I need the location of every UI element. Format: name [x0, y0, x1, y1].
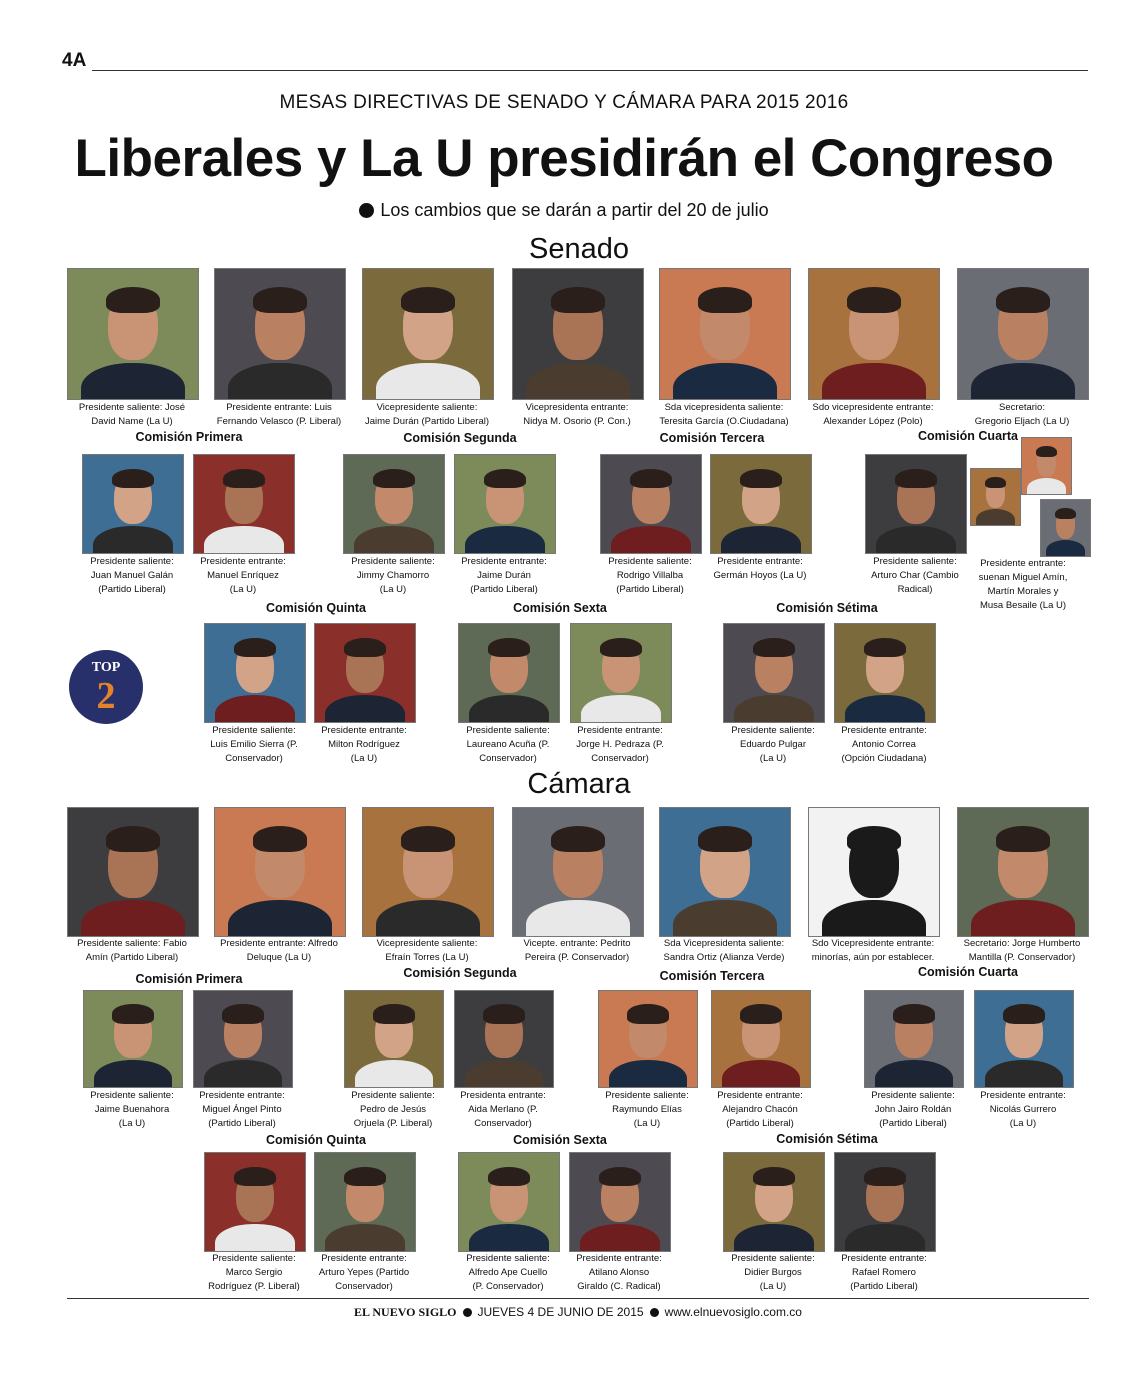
- caption-line: Presidente entrante:: [841, 725, 927, 736]
- caption-line: Presidente saliente:: [212, 1253, 296, 1264]
- portrait-photo: [865, 454, 967, 554]
- caption-line: (La U): [633, 1118, 661, 1129]
- portrait-photo: [723, 623, 825, 723]
- headline: Liberales y La U presidirán el Congreso: [74, 129, 1054, 188]
- caption-line: Presidente saliente:: [731, 725, 815, 736]
- portrait-photo: [569, 1152, 671, 1252]
- portrait-caption: [582, 1089, 712, 1131]
- portrait-photo: [864, 990, 964, 1088]
- portrait-caption: [649, 401, 799, 429]
- caption-line: Conservador): [591, 753, 649, 764]
- portrait-caption: [819, 724, 949, 766]
- caption-line: Nicolás Gurrero: [989, 1104, 1057, 1115]
- caption-line: Rafael Romero: [852, 1267, 916, 1278]
- caption-line: (La U): [759, 753, 787, 764]
- caption-line: (La U): [1009, 1118, 1037, 1129]
- portrait-photo: [362, 268, 494, 400]
- camara-title: Cámara: [527, 768, 631, 800]
- caption-line: Conservador): [479, 753, 537, 764]
- portrait-caption: [178, 555, 308, 597]
- portrait-caption: [57, 401, 207, 429]
- portrait-photo: [454, 454, 556, 554]
- caption-line: Manuel Enríquez: [207, 570, 279, 581]
- portrait-caption: [502, 937, 652, 965]
- caption-line: Presidente saliente:: [466, 725, 550, 736]
- portrait-caption: [947, 937, 1097, 965]
- caption-line: Musa Besaile (La U): [979, 600, 1067, 611]
- portrait-photo: [314, 623, 416, 723]
- portrait-caption: [352, 401, 502, 429]
- caption-line: Amín (Partido Liberal): [85, 952, 179, 963]
- caption-line: Presidente entrante:: [461, 556, 547, 567]
- caption-line: Jimmy Chamorro: [356, 570, 430, 581]
- portrait-caption: [958, 1089, 1088, 1131]
- commission-title: Comisión Segunda: [403, 431, 517, 445]
- caption-line: Presidente saliente:: [466, 1253, 550, 1264]
- caption-line: (P. Conservador): [472, 1281, 544, 1292]
- commission-title: Comisión Quinta: [266, 1133, 366, 1147]
- caption-line: Presidenta entrante:: [460, 1090, 546, 1101]
- portrait-photo: [214, 807, 346, 937]
- portrait-caption: [819, 1252, 949, 1294]
- caption-line: Presidente saliente:: [605, 1090, 689, 1101]
- caption-line: (Partido Liberal): [879, 1118, 947, 1129]
- footer: [0, 1305, 1128, 1320]
- commission-title: Comisión Primera: [135, 430, 243, 444]
- caption-line: Presidente entrante:: [717, 556, 803, 567]
- caption-line: Nidya M. Osorio (P. Con.): [523, 416, 631, 427]
- caption-line: (Partido Liberal): [850, 1281, 918, 1292]
- caption-line: (La U): [229, 584, 257, 595]
- caption-line: Aida Merlano (P.: [468, 1104, 538, 1115]
- commission-title: Comisión Sétima: [776, 1132, 878, 1146]
- caption-line: Presidente saliente:: [731, 1253, 815, 1264]
- caption-line: Presidente entrante:: [200, 556, 286, 567]
- portrait-caption: [947, 401, 1097, 429]
- portrait-photo: [512, 268, 644, 400]
- portrait-photo: [193, 990, 293, 1088]
- portrait-photo: [204, 1152, 306, 1252]
- caption-line: Presidente saliente: Fabio: [77, 938, 187, 949]
- portrait-photo: [67, 268, 199, 400]
- portrait-caption: [299, 724, 429, 766]
- caption-line: Orjuela (P. Liberal): [353, 1118, 433, 1129]
- subhead-text: Los cambios que se darán a partir del 20 de julio: [380, 200, 769, 220]
- caption-line: (Partido Liberal): [726, 1118, 794, 1129]
- portrait-photo: [458, 1152, 560, 1252]
- caption-line: Jaime Durán (Partido Liberal): [364, 416, 490, 427]
- caption-line: Eduardo Pulgar: [739, 739, 807, 750]
- senado-title: Senado: [529, 233, 629, 265]
- caption-line: Efraín Torres (La U): [385, 952, 469, 963]
- portrait-photo: [834, 623, 936, 723]
- portrait-caption: [299, 1252, 429, 1294]
- caption-line: Alexander López (Polo): [823, 416, 923, 427]
- caption-line: Conservador): [474, 1118, 532, 1129]
- caption-line: Pedro de Jesús: [359, 1104, 426, 1115]
- caption-line: Juan Manuel Galán: [90, 570, 174, 581]
- caption-line: Presidente entrante:: [199, 1090, 285, 1101]
- portrait-photo: [808, 268, 940, 400]
- caption-line: Alfredo Ape Cuello: [468, 1267, 548, 1278]
- bullet-icon: [359, 203, 374, 218]
- page-number: 4A: [62, 50, 87, 71]
- portrait-caption: [798, 401, 948, 429]
- caption-line: Deluque (La U): [246, 952, 312, 963]
- caption-line: Didier Burgos: [744, 1267, 802, 1278]
- caption-line: Sda Vicepresidenta saliente:: [663, 938, 785, 949]
- portrait-photo: [214, 268, 346, 400]
- top2-badge: [69, 650, 143, 724]
- commission-title: Comisión Segunda: [403, 966, 517, 980]
- caption-line: Sandra Ortiz (Alianza Verde): [663, 952, 785, 963]
- caption-line: Teresita García (O.Ciudadana): [659, 416, 789, 427]
- portrait-photo: [957, 268, 1089, 400]
- caption-line: Presidente entrante: Luis: [226, 402, 332, 413]
- caption-line: Raymundo Elías: [612, 1104, 682, 1115]
- caption-line: Gregorio Eljach (La U): [974, 416, 1070, 427]
- portrait-photo: [710, 454, 812, 554]
- caption-line: Vicepte. entrante: Pedrito: [523, 938, 631, 949]
- caption-line: Luis Emilio Sierra (P.: [210, 739, 298, 750]
- portrait-photo: [659, 807, 791, 937]
- caption-line: (Partido Liberal): [616, 584, 684, 595]
- caption-line: Presidente saliente: José: [78, 402, 186, 413]
- caption-line: Presidente entrante:: [980, 558, 1066, 569]
- portrait-photo: [454, 990, 554, 1088]
- caption-line: Martín Morales y: [987, 586, 1059, 597]
- portrait-caption: [798, 937, 948, 965]
- portrait-caption: [352, 937, 502, 965]
- caption-line: Milton Rodríguez: [328, 739, 400, 750]
- portrait-photo: [974, 990, 1074, 1088]
- caption-line: Pereira (P. Conservador): [524, 952, 630, 963]
- portrait-caption: [204, 401, 354, 429]
- commission-title: Comisión Primera: [135, 972, 243, 986]
- kicker: MESAS DIRECTIVAS DE SENADO Y CÁMARA PARA 2015 2016: [279, 92, 849, 113]
- caption-line: Rodrigo Villalba: [616, 570, 684, 581]
- caption-line: (Partido Liberal): [470, 584, 538, 595]
- caption-line: (La U): [118, 1118, 146, 1129]
- caption-line: Miguel Ángel Pinto: [202, 1104, 282, 1115]
- portrait-photo: [204, 623, 306, 723]
- portrait-caption: [948, 557, 1098, 613]
- badge-line1: TOP: [91, 660, 121, 675]
- caption-line: Presidente entrante:: [980, 1090, 1066, 1101]
- portrait-photo: [1021, 437, 1072, 495]
- caption-line: (La U): [379, 584, 407, 595]
- portrait-photo: [458, 623, 560, 723]
- caption-line: Atilano Alonso: [588, 1267, 650, 1278]
- caption-line: Presidente entrante:: [576, 1253, 662, 1264]
- commission-title: Comisión Cuarta: [917, 965, 1018, 979]
- caption-line: Mantilla (P. Conservador): [968, 952, 1076, 963]
- caption-line: Presidente entrante: Alfredo: [220, 938, 338, 949]
- portrait-photo: [600, 454, 702, 554]
- footer-date: JUEVES 4 DE JUNIO DE 2015: [477, 1305, 644, 1319]
- caption-line: Presidente entrante:: [321, 1253, 407, 1264]
- portrait-caption: [57, 937, 207, 965]
- caption-line: Vicepresidente saliente:: [376, 402, 478, 413]
- footer-brand: EL NUEVO SIGLO: [354, 1305, 457, 1319]
- caption-line: Conservador): [335, 1281, 393, 1292]
- caption-line: Presidente entrante:: [717, 1090, 803, 1101]
- portrait-caption: [554, 1252, 684, 1294]
- caption-line: Vicepresidente saliente:: [376, 938, 478, 949]
- caption-line: Marco Sergio: [225, 1267, 283, 1278]
- commission-title: Comisión Cuarta: [917, 429, 1018, 443]
- portrait-caption: [555, 724, 685, 766]
- caption-line: Radical): [897, 584, 933, 595]
- portrait-photo: [598, 990, 698, 1088]
- portrait-caption: [439, 555, 569, 597]
- portrait-caption: [502, 401, 652, 429]
- caption-line: (La U): [759, 1281, 787, 1292]
- caption-line: (Partido Liberal): [98, 584, 166, 595]
- portrait-photo: [711, 990, 811, 1088]
- caption-line: Laureano Acuña (P.: [466, 739, 550, 750]
- portrait-caption: [204, 937, 354, 965]
- portrait-photo: [834, 1152, 936, 1252]
- commission-title: Comisión Tercera: [659, 431, 765, 445]
- caption-line: (La U): [350, 753, 378, 764]
- commission-title: Comisión Sétima: [776, 601, 878, 615]
- footer-url: www.elnuevosiglo.com.co: [664, 1305, 802, 1319]
- caption-line: Antonio Correa: [852, 739, 916, 750]
- caption-line: Presidente entrante:: [577, 725, 663, 736]
- commission-title: Comisión Quinta: [266, 601, 366, 615]
- caption-line: Presidente entrante:: [841, 1253, 927, 1264]
- caption-line: Jorge H. Pedraza (P.: [576, 739, 664, 750]
- portrait-caption: [695, 555, 825, 583]
- portrait-photo: [808, 807, 940, 937]
- caption-line: suenan Miguel Amín,: [978, 572, 1068, 583]
- caption-line: Conservador): [225, 753, 283, 764]
- portrait-photo: [659, 268, 791, 400]
- portrait-caption: [695, 1089, 825, 1131]
- caption-line: (Partido Liberal): [208, 1118, 276, 1129]
- caption-line: Presidente saliente:: [90, 1090, 174, 1101]
- caption-line: Alejandro Chacón: [722, 1104, 798, 1115]
- caption-line: Presidente saliente:: [212, 725, 296, 736]
- caption-line: Giraldo (C. Radical): [577, 1281, 661, 1292]
- bullet-icon: [650, 1308, 659, 1317]
- portrait-photo: [343, 454, 445, 554]
- portrait-photo: [67, 807, 199, 937]
- portrait-photo: [723, 1152, 825, 1252]
- caption-line: Presidente entrante:: [321, 725, 407, 736]
- portrait-caption: [438, 1089, 568, 1131]
- portrait-caption: [177, 1089, 307, 1131]
- portrait-photo: [512, 807, 644, 937]
- bullet-icon: [463, 1308, 472, 1317]
- portrait-caption: [443, 724, 573, 766]
- subhead: [0, 200, 1128, 221]
- caption-line: Arturo Char (Cambio: [871, 570, 959, 581]
- caption-line: Jaime Durán: [477, 570, 531, 581]
- commission-title: Comisión Sexta: [513, 601, 607, 615]
- caption-line: Germán Hoyos (La U): [713, 570, 807, 581]
- portrait-photo: [83, 990, 183, 1088]
- portrait-photo: [1040, 499, 1091, 557]
- caption-line: Secretario: Jorge Humberto: [963, 938, 1081, 949]
- caption-line: Presidente saliente:: [608, 556, 692, 567]
- footer-rule: [67, 1298, 1089, 1299]
- caption-line: Presidente saliente:: [351, 556, 435, 567]
- portrait-photo: [193, 454, 295, 554]
- portrait-photo: [314, 1152, 416, 1252]
- caption-line: Sdo Vicepresidente entrante:: [811, 938, 935, 949]
- portrait-photo: [957, 807, 1089, 937]
- caption-line: Presidente saliente:: [90, 556, 174, 567]
- caption-line: (Opción Ciudadana): [841, 753, 927, 764]
- caption-line: minorías, aún por establecer.: [811, 952, 935, 963]
- caption-line: Vicepresidenta entrante:: [525, 402, 629, 413]
- caption-line: Secretario:: [999, 402, 1045, 413]
- portrait-photo: [344, 990, 444, 1088]
- caption-line: Presidente saliente:: [873, 556, 957, 567]
- caption-line: Sdo vicepresidente entrante:: [812, 402, 934, 413]
- caption-line: Fernando Velasco (P. Liberal): [216, 416, 342, 427]
- badge-line2: 2: [96, 675, 116, 717]
- caption-line: Presidente saliente:: [871, 1090, 955, 1101]
- caption-line: Jaime Buenahora: [94, 1104, 170, 1115]
- caption-line: Sda vicepresidenta saliente:: [664, 402, 784, 413]
- commission-title: Comisión Tercera: [659, 969, 765, 983]
- portrait-photo: [82, 454, 184, 554]
- portrait-photo: [570, 623, 672, 723]
- caption-line: David Name (La U): [91, 416, 173, 427]
- header-rule: [92, 70, 1088, 71]
- portrait-photo: [362, 807, 494, 937]
- caption-line: John Jairo Roldán: [874, 1104, 952, 1115]
- caption-line: Presidente saliente:: [351, 1090, 435, 1101]
- commission-title: Comisión Sexta: [513, 1133, 607, 1147]
- caption-line: Arturo Yepes (Partido: [318, 1267, 410, 1278]
- portrait-caption: [649, 937, 799, 965]
- caption-line: Rodríguez (P. Liberal): [208, 1281, 300, 1292]
- portrait-photo: [970, 468, 1021, 526]
